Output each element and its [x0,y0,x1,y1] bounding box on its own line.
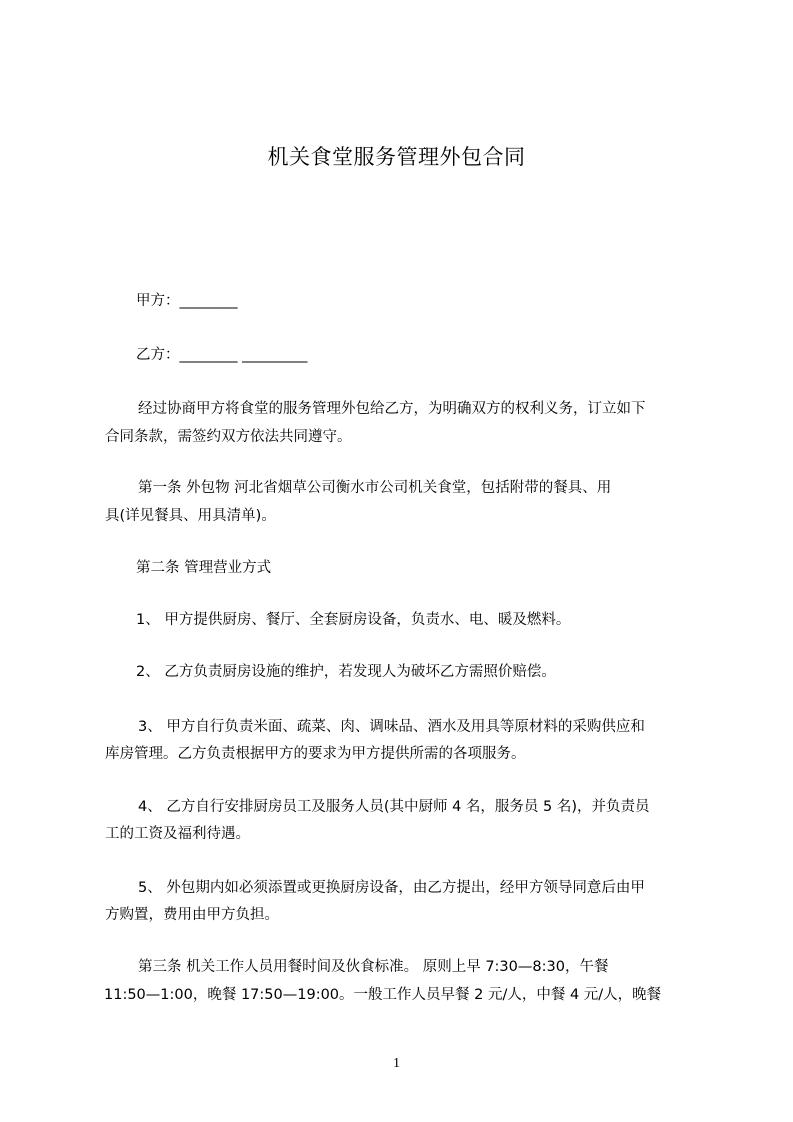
article-1-line-1: 第一条 外包物 河北省烟草公司衡水市公司机关食堂，包括附带的餐具、用 [138,480,612,496]
article-2-item-4-line-2: 工的工资及福利待遇。 [105,826,250,842]
party-a-line: 甲方：________ [136,293,238,309]
article-2-item-3-line-1: 3、 甲方自行负责米面、疏菜、肉、调味品、酒水及用具等原材料的采购供应和 [138,719,645,735]
party-b-line: 乙方：________ _________ [136,347,308,363]
article-2-item-4-line-1: 4、 乙方自行安排厨房员工及服务人员(其中厨师 4 名，服务员 5 名)，并负责员 [138,799,650,815]
article-2-item-5-line-2: 方购置，费用由甲方负担。 [105,907,279,923]
article-2-item-5-line-1: 5、 外包期内如必须添置或更换厨房设备，由乙方提出，经甲方领导同意后由甲 [138,880,645,896]
article-3-line-2: 11:50—1:00，晚餐 17:50—19:00。一般工作人员早餐 2 元/人，中餐 4 元/人，晚餐 [104,987,662,1003]
article-2-item-3-line-2: 库房管理。乙方负责根据甲方的要求为甲方提供所需的各项服务。 [105,746,526,762]
intro-paragraph-line-1: 经过协商甲方将食堂的服务管理外包给乙方，为明确双方的权利义务，订立如下 [138,401,646,417]
page-number: 1 [393,1056,400,1071]
article-2-item-2: 2、 乙方负责厨房设施的维护，若发现人为破坏乙方需照价赔偿。 [136,664,556,680]
article-2-item-1: 1、 甲方提供厨房、餐厅、全套厨房设备，负责水、电、暖及燃料。 [136,612,571,628]
intro-paragraph-line-2: 合同条款，需签约双方依法共同遵守。 [105,429,352,445]
article-2-heading: 第二条 管理营业方式 [136,560,272,576]
article-1-line-2: 具(详见餐具、用具清单)。 [105,508,276,524]
article-3-line-1: 第三条 机关工作人员用餐时间及伙食标准。 原则上早 7:30—8:30，午餐 [138,959,609,975]
document-title: 机关食堂服务管理外包合同 [267,145,526,169]
